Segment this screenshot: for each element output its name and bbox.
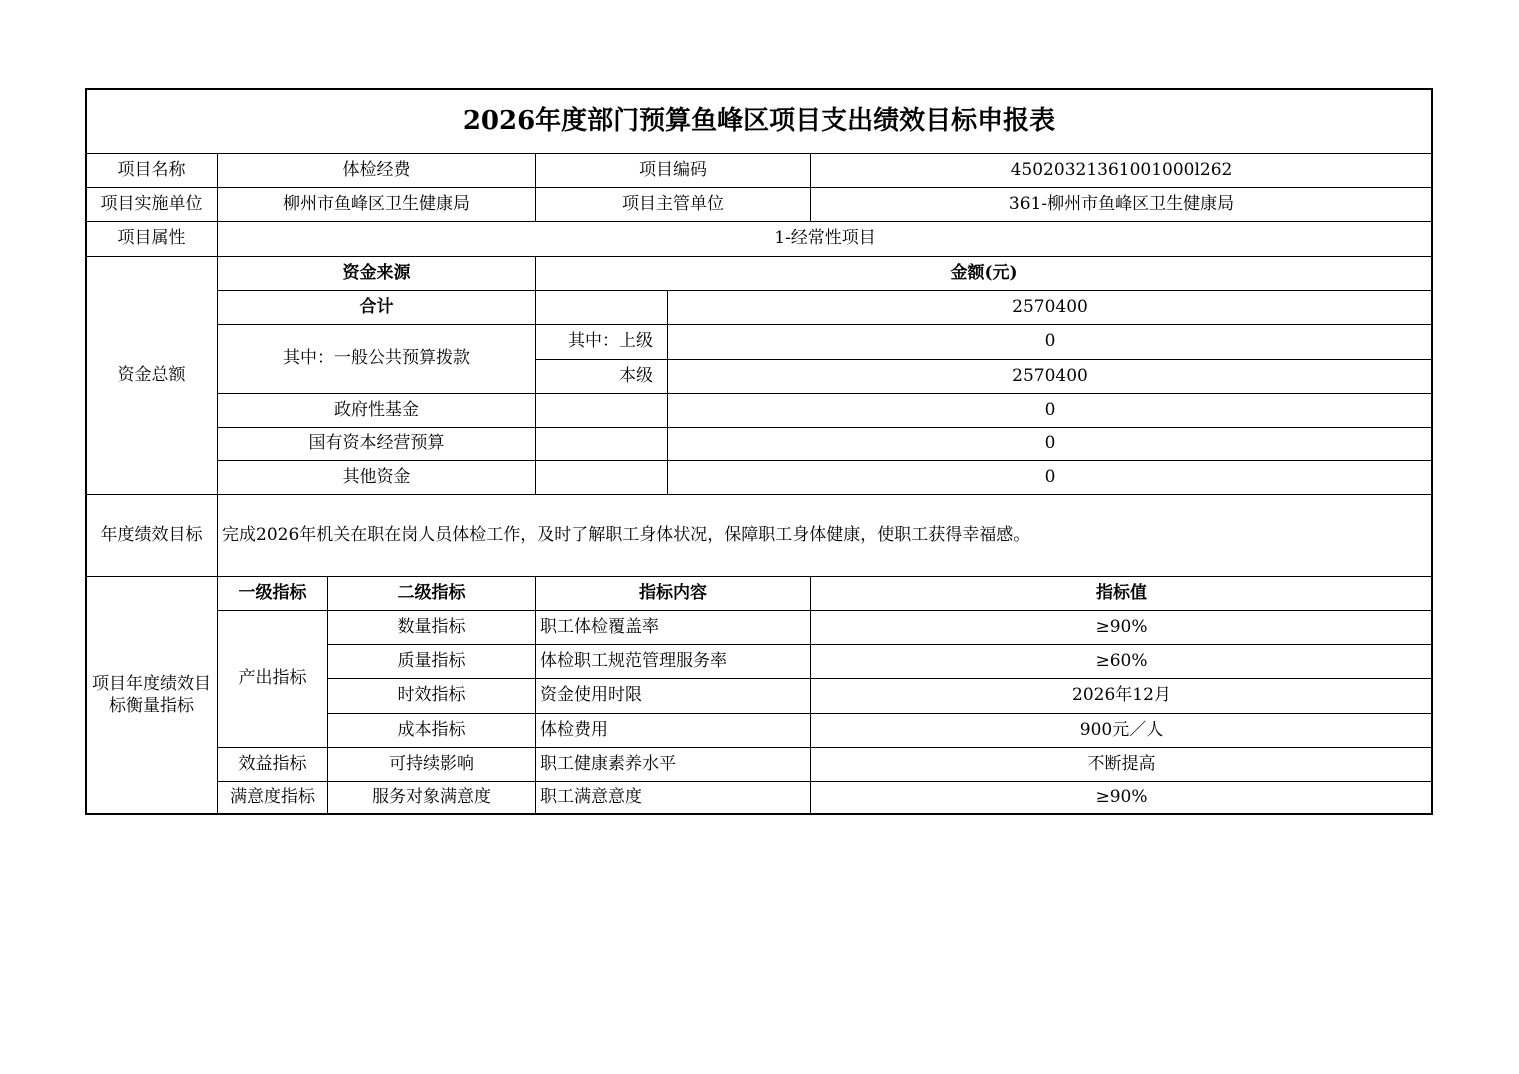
project-code-label: 项目编码 bbox=[535, 153, 811, 188]
funds-upper-label: 其中：上级 bbox=[535, 324, 668, 360]
funds-gov-blank bbox=[535, 393, 668, 428]
funds-other-blank bbox=[535, 460, 668, 495]
funds-total-label: 资金总额 bbox=[85, 256, 218, 495]
table-row-value: 不断提高 bbox=[810, 747, 1433, 782]
impl-unit-label: 项目实施单位 bbox=[85, 187, 218, 222]
funds-gov-value: 0 bbox=[667, 393, 1433, 428]
header-value: 指标值 bbox=[810, 576, 1433, 611]
project-attr-value: 1-经常性项目 bbox=[217, 221, 1433, 257]
performance-target-form bbox=[85, 88, 1433, 815]
funds-total-value: 2570400 bbox=[667, 290, 1433, 325]
project-name-value: 体检经费 bbox=[217, 153, 536, 188]
table-row-content: 体检职工规范管理服务率 bbox=[535, 644, 811, 679]
table-row-value: 900元／人 bbox=[810, 713, 1433, 748]
table-row-level2: 可持续影响 bbox=[327, 747, 536, 782]
funds-source-header: 资金来源 bbox=[217, 256, 536, 291]
table-row-level2: 质量指标 bbox=[327, 644, 536, 679]
table-row-level2: 时效指标 bbox=[327, 678, 536, 714]
funds-general-label: 其中：一般公共预算拨款 bbox=[217, 324, 536, 394]
funds-total-row-label: 合计 bbox=[217, 290, 536, 325]
table-row-level2: 服务对象满意度 bbox=[327, 781, 536, 815]
table-row-value: ≥90% bbox=[810, 610, 1433, 645]
table-row-content: 体检费用 bbox=[535, 713, 811, 748]
level1-benefit: 效益指标 bbox=[217, 747, 328, 782]
project-name-label: 项目名称 bbox=[85, 153, 218, 188]
table-row-value: ≥60% bbox=[810, 644, 1433, 679]
level1-satisfaction: 满意度指标 bbox=[217, 781, 328, 815]
header-level1: 一级指标 bbox=[217, 576, 328, 611]
annual-goal-text: 完成2026年机关在职在岗人员体检工作，及时了解职工身体状况，保障职工身体健康，使职工获得幸福感。 bbox=[217, 494, 1433, 577]
table-row-content: 职工满意意度 bbox=[535, 781, 811, 815]
impl-unit-value: 柳州市鱼峰区卫生健康局 bbox=[217, 187, 536, 222]
project-attr-label: 项目属性 bbox=[85, 221, 218, 257]
funds-own-value: 2570400 bbox=[667, 359, 1433, 394]
funds-state-blank bbox=[535, 427, 668, 461]
funds-other-label: 其他资金 bbox=[217, 460, 536, 495]
mgr-unit-label: 项目主管单位 bbox=[535, 187, 811, 222]
funds-upper-value: 0 bbox=[667, 324, 1433, 360]
table-row-value: 2026年12月 bbox=[810, 678, 1433, 714]
header-content: 指标内容 bbox=[535, 576, 811, 611]
funds-other-value: 0 bbox=[667, 460, 1433, 495]
project-code-value: 45020321361001000l262 bbox=[810, 153, 1433, 188]
level1-output: 产出指标 bbox=[217, 610, 328, 748]
funds-amount-header: 金额(元) bbox=[535, 256, 1433, 291]
table-row-level2: 成本指标 bbox=[327, 713, 536, 748]
indicators-label: 项目年度绩效目标衡量指标 bbox=[85, 576, 218, 815]
mgr-unit-value: 361-柳州市鱼峰区卫生健康局 bbox=[810, 187, 1433, 222]
funds-total-blank bbox=[535, 290, 668, 325]
funds-gov-label: 政府性基金 bbox=[217, 393, 536, 428]
annual-goal-label: 年度绩效目标 bbox=[85, 494, 218, 577]
table-row-content: 职工体检覆盖率 bbox=[535, 610, 811, 645]
table-row-level2: 数量指标 bbox=[327, 610, 536, 645]
funds-state-value: 0 bbox=[667, 427, 1433, 461]
table-row-value: ≥90% bbox=[810, 781, 1433, 815]
funds-own-label: 本级 bbox=[535, 359, 668, 394]
header-level2: 二级指标 bbox=[327, 576, 536, 611]
form-title: 2026年度部门预算鱼峰区项目支出绩效目标申报表 bbox=[85, 88, 1433, 154]
table-row-content: 资金使用时限 bbox=[535, 678, 811, 714]
table-row-content: 职工健康素养水平 bbox=[535, 747, 811, 782]
funds-state-label: 国有资本经营预算 bbox=[217, 427, 536, 461]
